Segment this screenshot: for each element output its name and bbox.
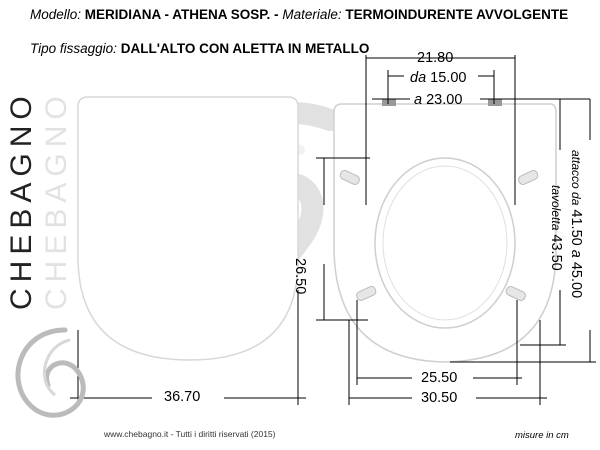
dim-hinge-spacing: 21.80 — [417, 50, 454, 66]
dim-hinge-to: 23.00 — [426, 92, 463, 108]
dim-attachment-to-prefix: a — [568, 249, 584, 258]
footer-copyright: www.chebagno.it - Tutti i diritti riservati (2015) — [104, 429, 276, 439]
model-value: MERIDIANA - ATHENA SOSP. - — [84, 7, 279, 22]
dim-seat-length: 43.50 — [548, 234, 564, 271]
dim-seat-height: 26.50 — [292, 258, 308, 295]
fixing-value: DALL'ALTO CON ALETTA IN METALLO — [120, 41, 370, 56]
fixing-label: Tipo fissaggio: — [30, 41, 117, 56]
dim-hinge-from-prefix: da — [410, 70, 427, 86]
lid-outline — [78, 97, 298, 360]
brand-name-vertical: CHEBAGNO — [5, 90, 38, 310]
right-hinge-icon — [488, 99, 502, 106]
dim-seat-length-row — [548, 185, 564, 271]
seat-outline — [334, 99, 556, 362]
dim-attachment-row — [568, 150, 584, 298]
material-label: Materiale: — [282, 7, 342, 22]
dim-attachment-label: attacco da — [569, 150, 583, 206]
dim-attachment-to: 45.00 — [568, 261, 584, 299]
model-label: Modello: — [30, 7, 82, 22]
dim-attachment-from: 41.50 — [568, 209, 584, 246]
brand-name-ghost: CHEBAGNO — [40, 90, 73, 310]
dim-outer-width: 30.50 — [421, 390, 458, 406]
dim-hinge-from: 15.00 — [430, 70, 467, 86]
dim-hinge-to-prefix: a — [414, 92, 423, 108]
dim-seat-length-label: tavoletta — [549, 185, 563, 231]
dim-hinge-from-row — [410, 70, 466, 86]
dim-inner-width: 25.50 — [421, 370, 458, 386]
material-value: TERMOINDURENTE AVVOLGENTE — [345, 7, 569, 22]
units-note: misure in cm — [515, 430, 569, 441]
left-hinge-icon — [382, 99, 396, 106]
dim-lid-width: 36.70 — [164, 389, 201, 405]
dim-hinge-to-row — [414, 92, 462, 108]
